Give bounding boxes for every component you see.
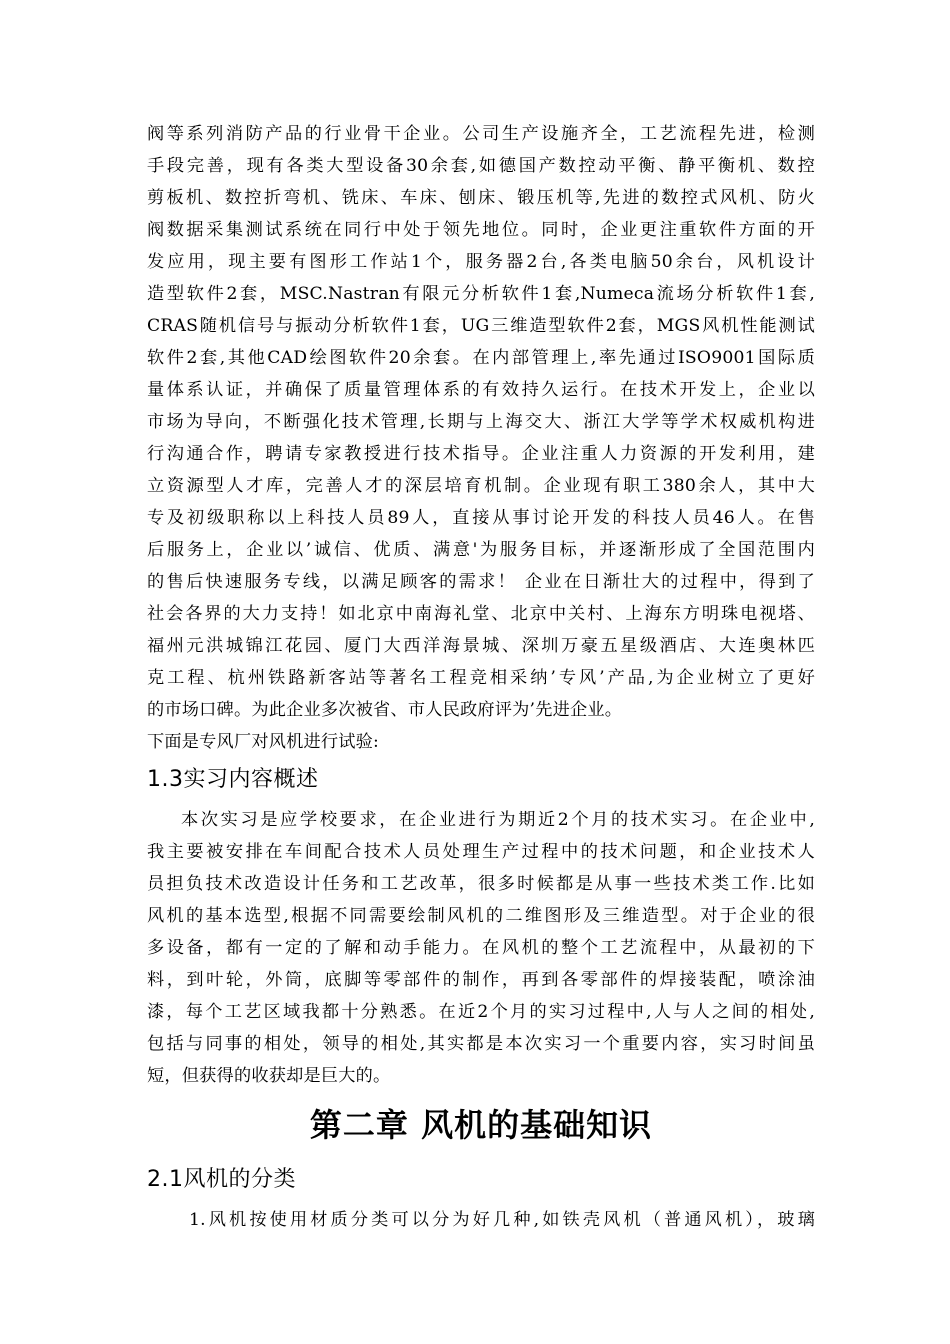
- section-heading-1-3: 1.3实习内容概述: [147, 767, 319, 792]
- text-line: 量体系认证，并确保了质量管理体系的有效持久运行。在技术开发上，企业以: [147, 380, 815, 400]
- text-line: 立资源型人才库，完善人才的深层培育机制。企业现有职工380余人，其中大: [147, 476, 815, 496]
- text-line: 阀等系列消防产品的行业骨干企业。公司生产设施齐全，工艺流程先进，检测: [147, 124, 815, 144]
- chapter-title: 第二章 风机的基础知识: [309, 1106, 653, 1144]
- text-line: 市场为导向，不断强化技术管理,长期与上海交大、浙江大学等学术权威机构进: [147, 412, 815, 432]
- section-heading-2-1: 2.1风机的分类: [147, 1167, 296, 1192]
- classification-paragraph: [147, 1204, 815, 1236]
- text-line: 福州元洪城锦江花园、厦门大西洋海景城、深圳万豪五星级酒店、大连奥林匹: [147, 636, 815, 656]
- text-line: 造型软件2套，MSC.Nastran有限元分析软件1套,Numeca流场分析软件1套,: [147, 284, 815, 304]
- text-line: 行沟通合作，聘请专家教授进行技术指导。企业注重人力资源的开发利用，建: [147, 444, 815, 464]
- text-line: 后服务上，企业以’诚信、优质、满意'为服务目标，并逐渐形成了全国范围内: [147, 540, 815, 560]
- text-line: 克工程、杭州铁路新客站等著名工程竞相采纳’专风’产品,为企业树立了更好: [147, 668, 815, 688]
- text-line: 短，但获得的收获却是巨大的。: [147, 1066, 391, 1086]
- text-line: 漆，每个工艺区域我都十分熟悉。在近2个月的实习过程中,人与人之间的相处,: [147, 1002, 815, 1022]
- text-line: 员担负技术改造设计任务和工艺改革，很多时候都是从事一些技术类工作.比如: [147, 874, 815, 894]
- text-line: 我主要被安排在车间配合技术人员处理生产过程中的技术问题，和企业技术人: [147, 842, 815, 862]
- text-line: 的市场口碑。为此企业多次被省、市人民政府评为’先进企业。: [147, 700, 623, 720]
- text-line: 包括与同事的相处，领导的相处,其实都是本次实习一个重要内容，实习时间虽: [147, 1034, 815, 1054]
- text-line: 剪板机、数控折弯机、铣床、车床、刨床、锻压机等,先进的数控式风机、防火: [147, 188, 815, 208]
- text-line: 风机的基本选型,根据不同需要绘制风机的二维图形及三维造型。对于企业的很: [147, 906, 815, 926]
- text-line: 料，到叶轮，外筒，底脚等零部件的制作，再到各零部件的焊接装配，喷涂油: [147, 970, 815, 990]
- text-line: 发应用，现主要有图形工作站1个，服务器2台,各类电脑50余台，风机设计: [147, 252, 815, 272]
- company-paragraph: [147, 118, 815, 726]
- text-line: CRAS随机信号与振动分析软件1套，UG三维造型软件2套，MGS风机性能测试: [147, 316, 815, 336]
- text-line: 手段完善，现有各类大型设备30余套,如德国产数控动平衡、静平衡机、数控: [147, 156, 815, 176]
- text-line: 软件2套,其他CAD绘图软件20余套。在内部管理上,率先通过ISO9001国际质: [147, 348, 815, 368]
- text-line: 社会各界的大力支持！如北京中南海礼堂、北京中关村、上海东方明珠电视塔、: [147, 604, 815, 624]
- text-line: 的售后快速服务专线，以满足顾客的需求！ 企业在日渐壮大的过程中，得到了: [147, 572, 815, 592]
- text-line: 阀数据采集测试系统在同行中处于领先地位。同时，企业更注重软件方面的开: [147, 220, 815, 240]
- text-line: 本次实习是应学校要求，在企业进行为期近2个月的技术实习。在企业中,: [181, 810, 815, 830]
- internship-paragraph: [147, 804, 815, 1092]
- text-line: 专及初级职称以上科技人员89人，直接从事讨论开发的科技人员46人。在售: [147, 508, 815, 528]
- experiment-line: 下面是专风厂对风机进行试验:: [147, 732, 380, 752]
- text-line: 多设备，都有一定的了解和动手能力。在风机的整个工艺流程中，从最初的下: [147, 938, 815, 958]
- document-page: [147, 118, 815, 1236]
- text-line: 1.风机按使用材质分类可以分为好几种,如铁壳风机（普通风机），玻璃: [189, 1210, 815, 1230]
